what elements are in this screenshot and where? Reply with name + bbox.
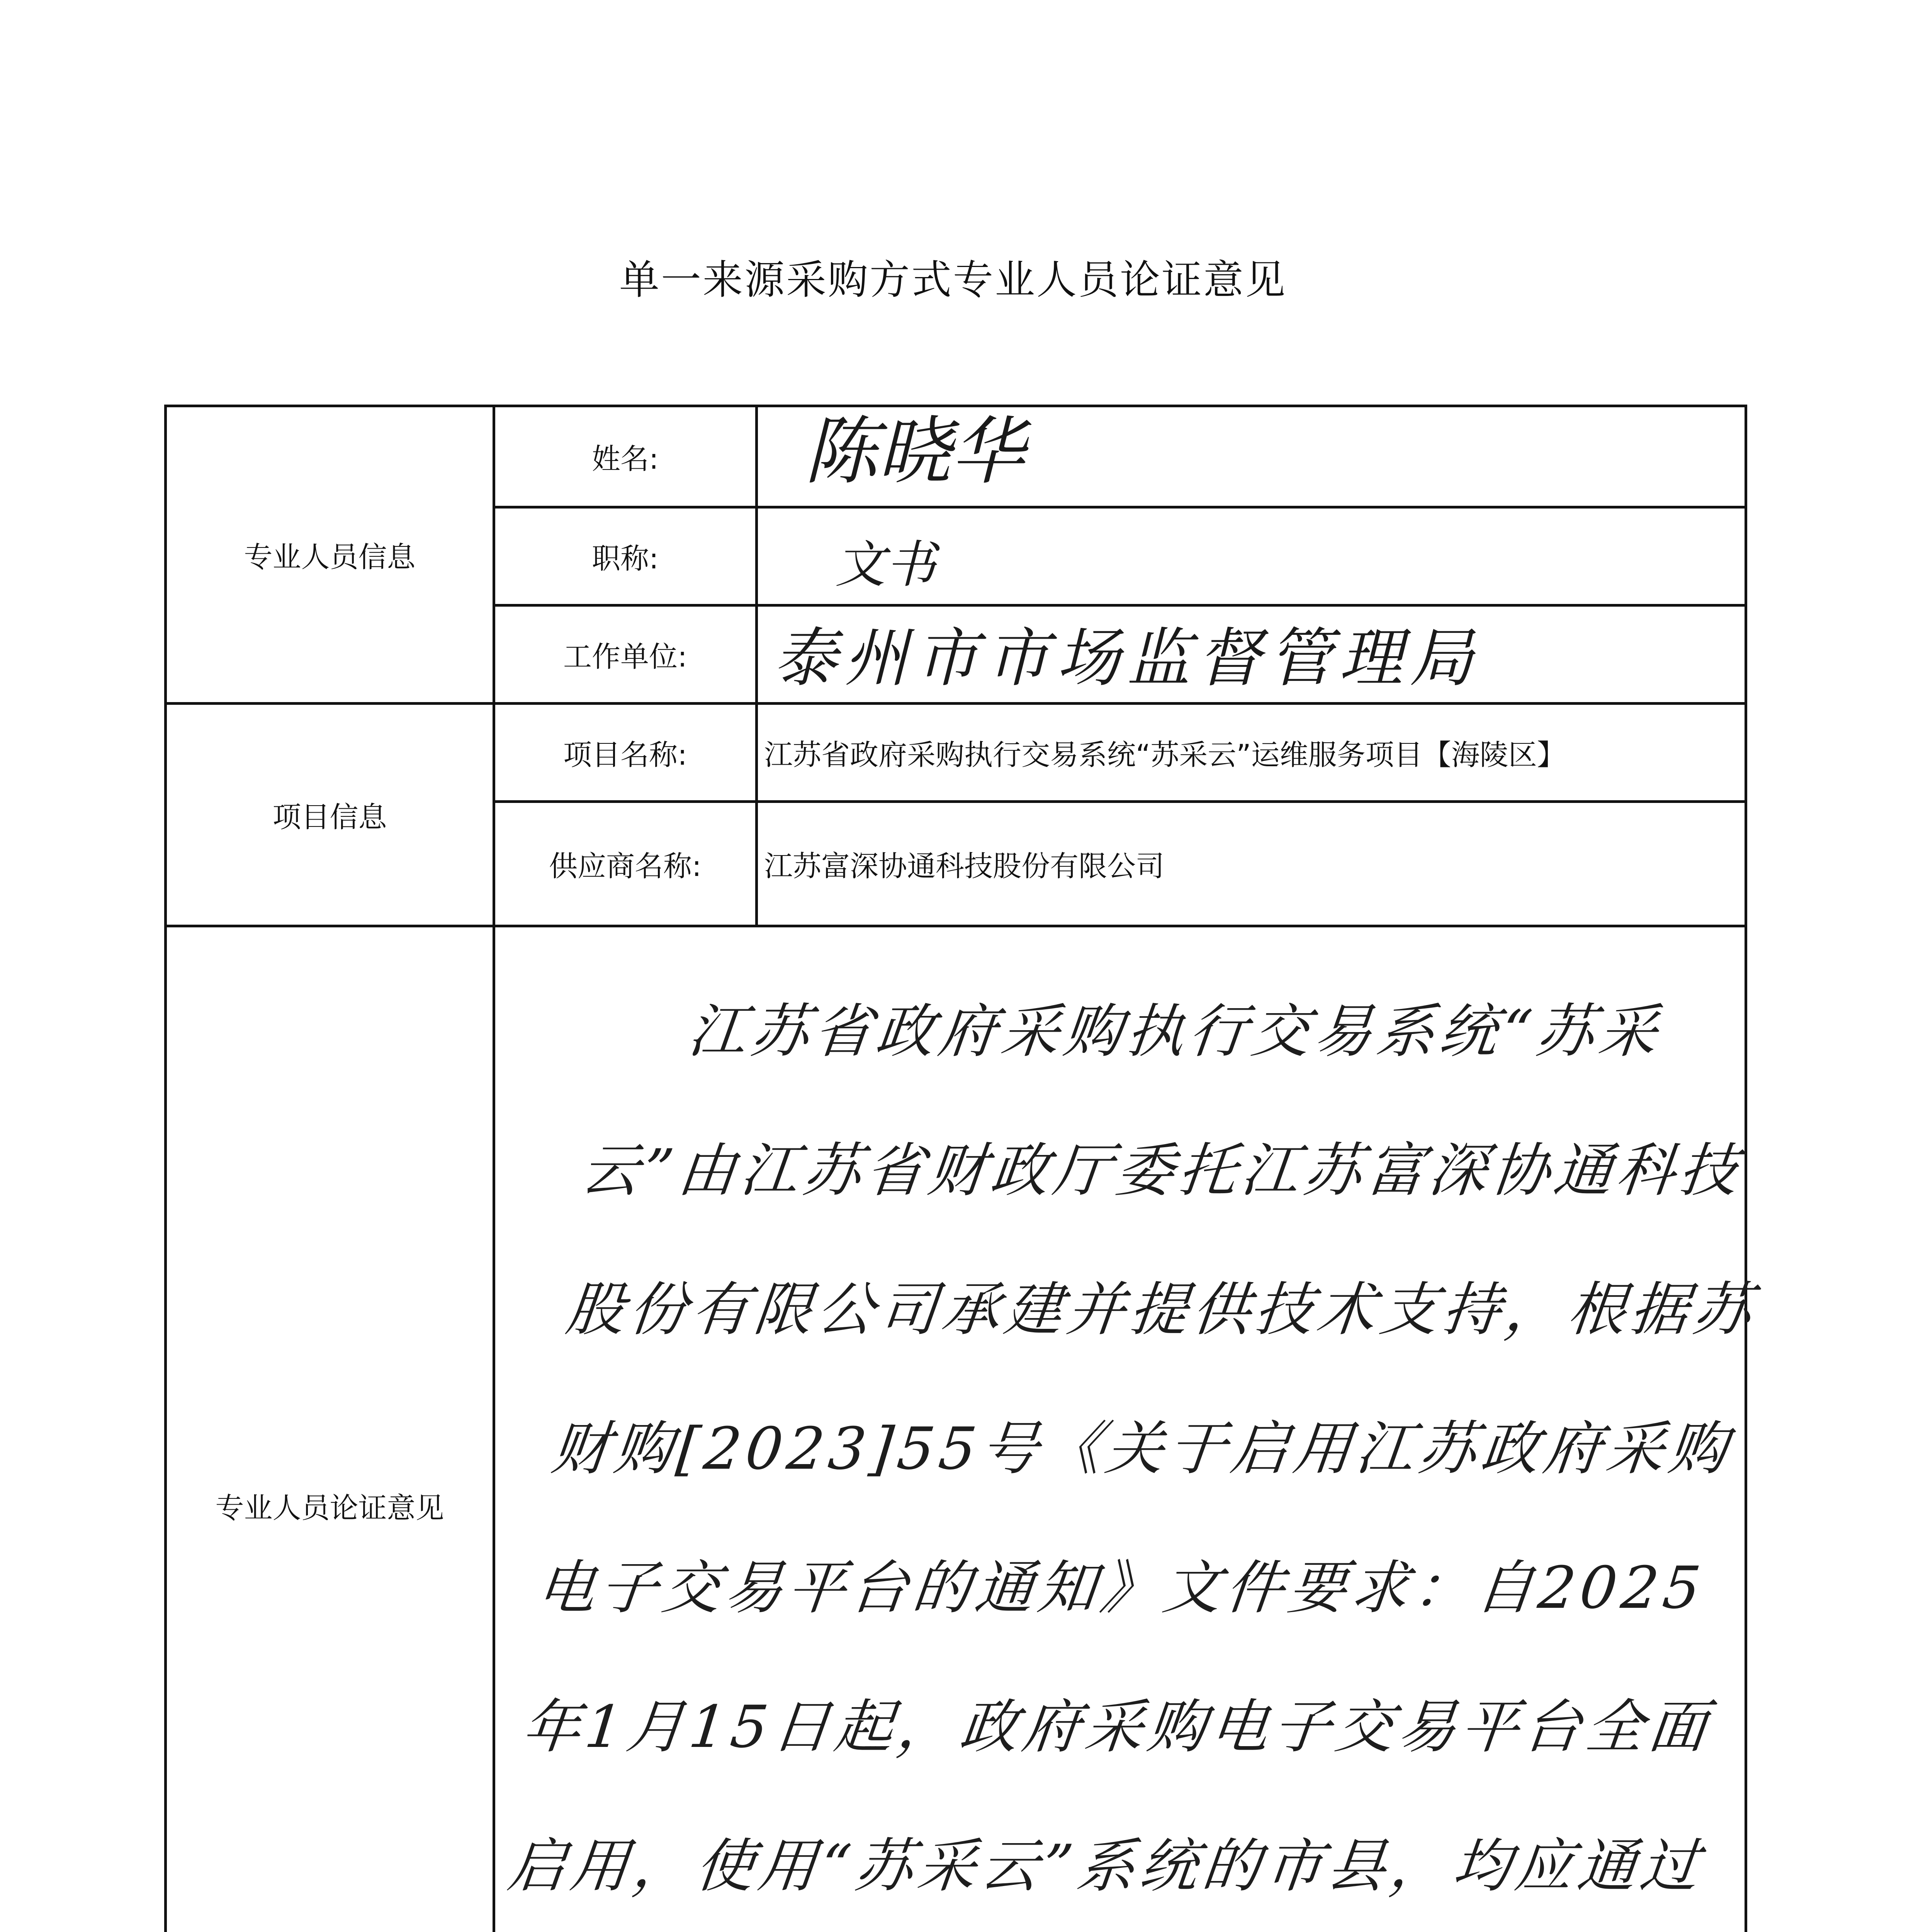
project-name-label: 项目名称:	[494, 704, 757, 802]
name-handwriting: 陈晓华	[804, 409, 1025, 494]
workunit-value	[757, 605, 1746, 704]
title-value	[757, 507, 1746, 605]
supplier-value: 江苏富深协通科技股份有限公司	[757, 802, 1746, 926]
opinion-handwriting: 江苏省政府采购执行交易系统“苏采云”由江苏省财政厅委托江苏富深协通科技股份有限公司承建并提供技术支持，根据苏财购[2023]55号《关于启用江苏政府采购电子交易平台的通知》文件要求：自2025年1月15日起，政府采购电子交易平台全面启用，使用“苏采云”系统的市县，均应通过此平台开展政府采购活动，按文件要求，拟采用单一来源方式向江苏富深协通科技股份有限公司采购2025年平台运维服务。	[505, 998, 1759, 1900]
name-label: 姓名:	[494, 406, 757, 507]
expert-info-section-label: 专业人员信息	[166, 406, 494, 704]
name-value	[757, 406, 1746, 507]
workunit-handwriting: 泰州市市场监督管理局	[773, 621, 1480, 695]
project-name-value: 江苏省政府采购执行交易系统“苏采云”运维服务项目【海陵区】	[757, 704, 1746, 802]
opinion-form	[164, 405, 1759, 1932]
supplier-label: 供应商名称:	[494, 802, 757, 926]
page-title: 单一来源采购方式专业人员论证意见	[619, 256, 1287, 303]
project-info-section-label: 项目信息	[166, 704, 494, 926]
workunit-label: 工作单位:	[494, 605, 757, 704]
title-handwriting: 文书	[835, 535, 936, 594]
opinion-content	[494, 926, 1759, 1932]
title-label: 职称:	[494, 507, 757, 605]
opinion-section-label: 专业人员论证意见	[166, 926, 494, 1932]
